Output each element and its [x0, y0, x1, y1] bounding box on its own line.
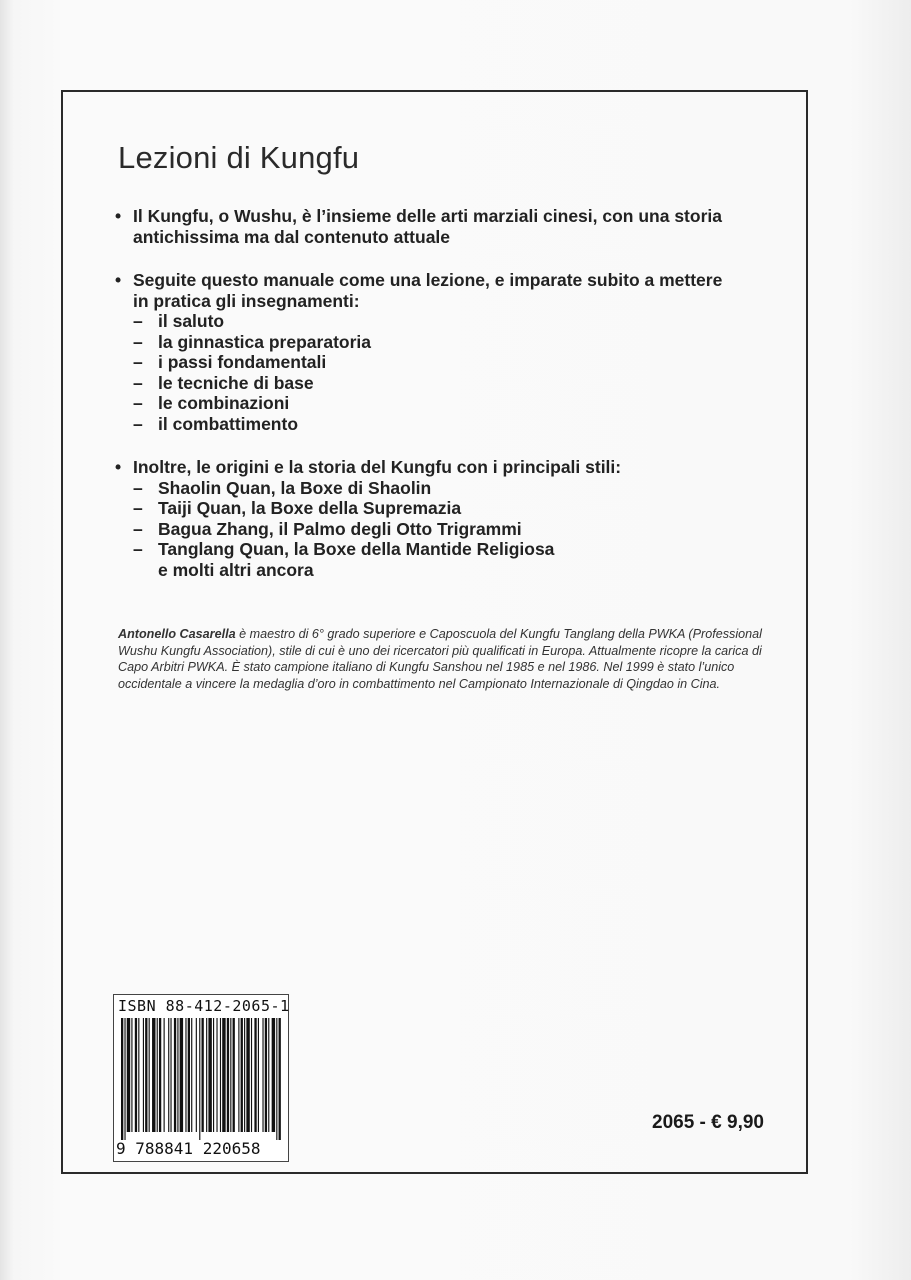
ean-number: 9 788841 220658: [116, 1139, 261, 1158]
barcode-bar: [265, 1018, 267, 1132]
list-item-label: i passi fondamentali: [158, 352, 327, 372]
barcode-bar: [272, 1018, 275, 1132]
barcode-bar: [241, 1018, 243, 1132]
barcode-bar: [206, 1018, 207, 1132]
list-item-label: Taiji Quan, la Boxe della Supremazia: [158, 498, 462, 518]
barcode-bar: [208, 1018, 211, 1132]
bullet-line: in pratica gli insegnamenti:: [133, 290, 360, 311]
barcode-bar: [127, 1018, 130, 1132]
barcode-bar: [138, 1018, 139, 1132]
barcode-bar: [188, 1018, 190, 1132]
list-item: [133, 519, 795, 540]
barcode-bar: [251, 1018, 252, 1132]
barcode-bar: [202, 1018, 204, 1132]
bullet-icon: •: [115, 206, 122, 226]
barcode-bar: [124, 1018, 125, 1140]
barcode-bar: [135, 1018, 137, 1132]
barcode-bar: [157, 1018, 158, 1132]
list-item: [133, 311, 795, 332]
barcode-bar: [216, 1018, 217, 1132]
barcode-bar: [177, 1018, 178, 1132]
list-item-trailing: e molti altri ancora: [158, 559, 314, 580]
author-bio-text: è maestro di 6° grado superiore e Caposcuola del Kungfu Tanglang della PWKA (Professional Wushu Kungfu Association), stile di cui è uno dei ricercatori più qualificati in Europa. Attualmente ricopre la carica di Capo Arbitri PWKA. È stato campione italiano di Kungfu Sanshou nel 1985 e nel 1986. Nel 1999 è stato l’unico occidentale a vincere la medaglia d’oro in combattimento nel Campionato Internazionale di Qingdao in Cina.: [118, 627, 762, 691]
barcode-icon: [117, 1018, 285, 1140]
dash-icon: –: [133, 311, 143, 331]
dash-icon: –: [133, 477, 143, 498]
barcode-bar: [185, 1018, 186, 1132]
list-item-label: Tanglang Quan, la Boxe della Mantide Religiosa: [158, 539, 555, 559]
author-name: Antonello Casarella: [118, 627, 236, 641]
barcode-bar: [213, 1018, 214, 1132]
barcode-bar: [230, 1018, 231, 1132]
author-bio: [118, 626, 768, 692]
dash-icon: –: [133, 539, 143, 559]
list-item-label: la ginnastica preparatoria: [158, 331, 371, 352]
barcode-bar: [191, 1018, 192, 1132]
barcode-bar: [220, 1018, 221, 1132]
bullet-icon: •: [115, 270, 122, 290]
book-title: Lezioni di Kungfu: [118, 140, 360, 175]
list-item-label: Shaolin Quan, la Boxe di Shaolin: [158, 477, 432, 498]
dash-icon: –: [133, 352, 143, 372]
dash-icon: –: [133, 372, 143, 393]
list-item: [133, 539, 795, 560]
barcode-bar: [268, 1018, 269, 1132]
barcode-bar: [276, 1018, 277, 1140]
list-item: [133, 332, 795, 353]
barcode-bar: [143, 1018, 144, 1132]
barcode-bar: [222, 1018, 225, 1132]
barcode-bar: [199, 1018, 200, 1140]
barcode-bar: [279, 1018, 281, 1140]
bullet-icon: •: [115, 457, 122, 477]
barcode-bar: [131, 1018, 132, 1132]
list-item-label: Bagua Zhang, il Palmo degli Otto Trigrammi: [158, 518, 522, 539]
dash-icon: –: [133, 393, 143, 413]
dash-icon: –: [133, 518, 143, 539]
barcode-bar: [174, 1018, 176, 1132]
list-item: [133, 478, 795, 499]
list-item-label: il combattimento: [158, 413, 299, 434]
barcode-bar: [238, 1018, 239, 1132]
feature-bullet-lessons: [115, 270, 795, 434]
bullet-line: antichissima ma dal contenuto attuale: [133, 226, 451, 247]
list-item: [133, 373, 795, 394]
barcode-bar: [246, 1018, 249, 1132]
barcode-bar: [196, 1018, 197, 1132]
barcode-bar: [180, 1018, 183, 1132]
barcode-bar: [159, 1018, 161, 1132]
barcode-bar: [170, 1018, 171, 1132]
barcode-bar: [227, 1018, 229, 1132]
list-item: [133, 352, 795, 373]
barcode-bar: [244, 1018, 245, 1132]
styles-list: [133, 478, 795, 581]
list-item: [133, 414, 795, 435]
dash-icon: –: [133, 331, 143, 352]
list-item: [133, 498, 795, 519]
lesson-list: [133, 311, 795, 434]
feature-list: [115, 206, 795, 580]
barcode-bar: [121, 1018, 123, 1140]
feature-bullet-intro: [115, 206, 795, 247]
barcode-bar: [233, 1018, 235, 1132]
dash-icon: –: [133, 413, 143, 434]
barcode-bar: [168, 1018, 169, 1132]
list-item: [133, 393, 795, 414]
barcode-bar: [152, 1018, 155, 1132]
isbn-number: ISBN 88-412-2065-1: [118, 997, 290, 1015]
barcode-bar: [262, 1018, 263, 1132]
barcode-bar: [145, 1018, 147, 1132]
price-label: 2065 - € 9,90: [652, 1112, 764, 1133]
barcode-bar: [258, 1018, 259, 1132]
list-item-label: le tecniche di base: [158, 372, 314, 393]
dash-icon: –: [133, 498, 143, 518]
bullet-line: Seguite questo manuale come una lezione, e imparate subito a mettere: [133, 270, 723, 290]
barcode-bar: [254, 1018, 256, 1132]
barcode-bar: [149, 1018, 150, 1132]
bullet-line: Il Kungfu, o Wushu, è l’insieme delle arti marziali cinesi, con una storia: [133, 206, 722, 226]
list-item-label: il saluto: [158, 311, 225, 331]
list-item-label: le combinazioni: [158, 393, 290, 413]
bullet-line: Inoltre, le origini e la storia del Kungfu con i principali stili:: [133, 457, 622, 477]
feature-bullet-styles: [115, 457, 795, 580]
barcode-bar: [164, 1018, 165, 1132]
